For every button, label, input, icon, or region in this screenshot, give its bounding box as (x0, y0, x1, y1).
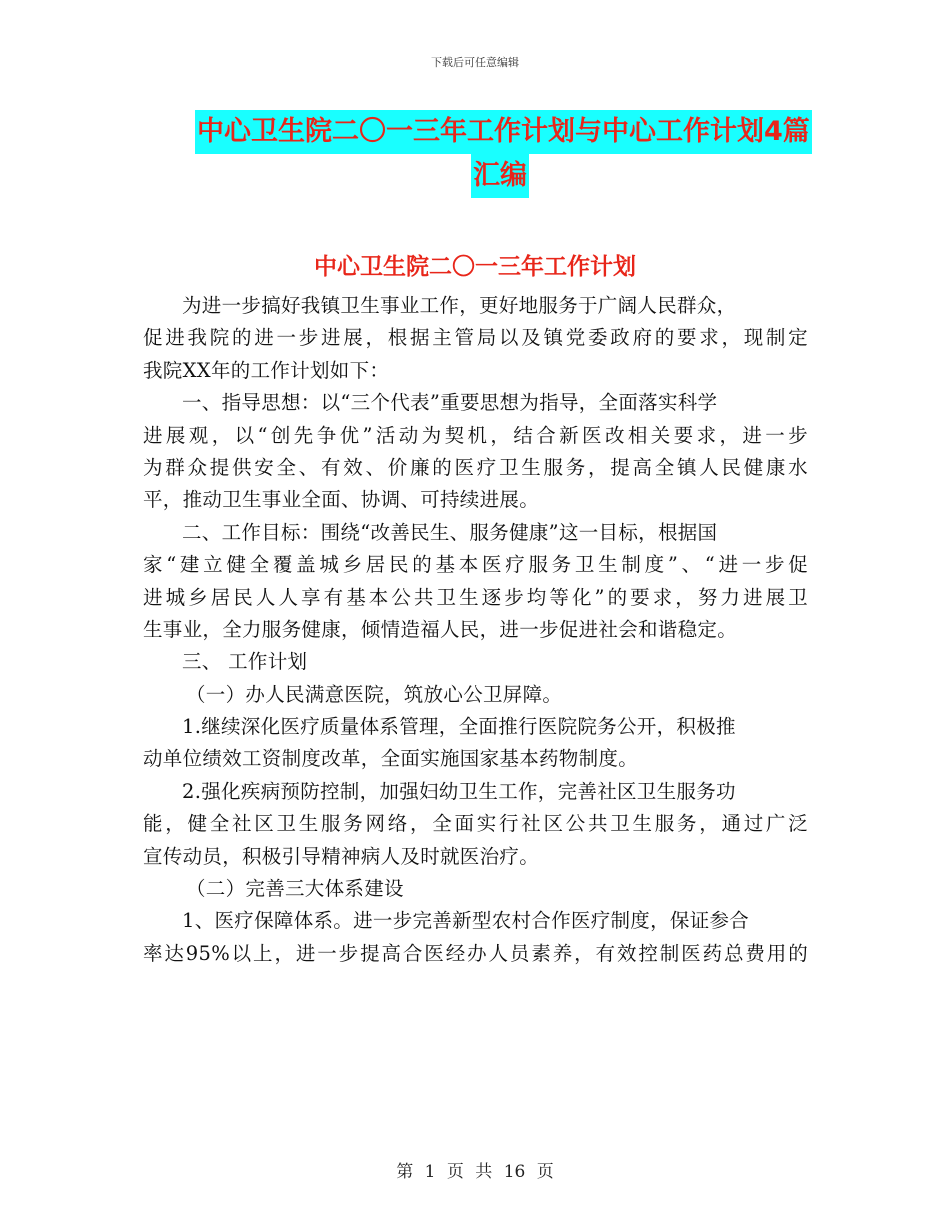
title-line-1: 中心卫生院二〇一三年工作计划与中心工作计划4篇 (195, 110, 812, 154)
title-line-2: 汇编 (471, 154, 529, 198)
body-line: 我院XX年的工作计划如下： (143, 358, 390, 382)
section-title: 中心卫生院二〇一三年工作计划 (314, 254, 636, 280)
body-line: 进城乡居民人人享有基本公共卫生逐步均等化”的要求，努力进展卫 (143, 585, 808, 609)
body-line: 一、指导思想：以“三个代表”重要思想为指导，全面落实科学 (182, 391, 718, 415)
document-body (143, 290, 808, 970)
body-line: 宣传动员，积极引导精神病人及时就医治疗。 (143, 844, 540, 868)
body-line: 为群众提供安全、有效、价廉的医疗卫生服务，提高全镇人民健康水 (143, 455, 808, 479)
body-line: 二、工作目标：围绕“改善民生、服务健康”这一目标，根据国 (182, 520, 718, 544)
body-line: 为进一步搞好我镇卫生事业工作，更好地服务于广阔人民群众， (182, 294, 737, 317)
body-line: 动单位绩效工资制度改革，全面实施国家基本药物制度。 (143, 747, 639, 771)
body-line: 家“建立健全覆盖城乡居民的基本医疗服务卫生制度”、“进一步促 (143, 553, 808, 577)
body-line: 进展观，以“创先争优”活动为契机，结合新医改相关要求，进一步 (143, 423, 808, 447)
page-number: 第 1 页 共 16 页 (396, 1162, 554, 1182)
body-line: 平，推动卫生事业全面、协调、可持续进展。 (143, 488, 540, 512)
body-line: 率达95%以上，进一步提高合医经办人员素养，有效控制医药总费用的 (143, 941, 808, 965)
document-title (195, 110, 810, 198)
body-line: 生事业，全力服务健康，倾情造福人民，进一步促进社会和谐稳定。 (143, 617, 738, 641)
body-line: 2.强化疾病预防控制，加强妇幼卫生工作，完善社区卫生服务功 (182, 779, 736, 803)
body-line: 1、医疗保障体系。进一步完善新型农村合作医疗制度，保证参合 (182, 909, 750, 933)
body-line: （一）办人民满意医院，筑放心公卫屏障。 (186, 682, 563, 706)
body-line: 1.继续深化医疗质量体系管理，全面推行医院院务公开，积极推 (182, 715, 736, 739)
body-line: （二）完善三大体系建设 (186, 877, 404, 901)
body-line: 促进我院的进一步进展，根据主管局以及镇党委政府的要求，现制定 (143, 326, 808, 350)
body-line: 三、 工作计划 (182, 650, 308, 674)
body-line: 能，健全社区卫生服务网络，全面实行社区公共卫生服务，通过广泛 (143, 812, 808, 836)
header-note: 下载后可任意编辑 (431, 56, 519, 69)
